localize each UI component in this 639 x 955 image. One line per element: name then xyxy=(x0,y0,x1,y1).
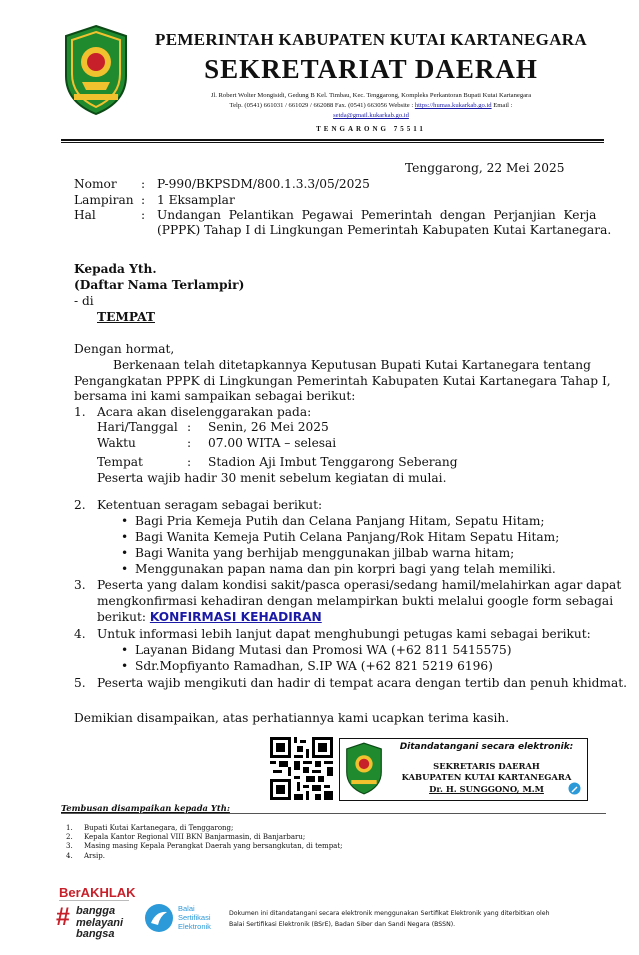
item3-line-2: mengkonfirmasi kehadiran dengan melampirkan bukti melalui google form sebagai xyxy=(97,594,614,608)
signer-institution: KABUPATEN KUTAI KARTANEGARA xyxy=(401,772,572,782)
tembusan-number: 1. xyxy=(66,824,73,832)
email-link[interactable]: setda@gmail.kukarkab.go.id xyxy=(333,112,409,119)
colon: : xyxy=(141,193,146,207)
item4-text: Untuk informasi lebih lanjut dapat menghubungi petugas kami sebagai berikut: xyxy=(97,627,591,641)
confirmation-form-link[interactable]: KONFIRMASI KEHADIRAN xyxy=(149,610,322,624)
recipient-place: TEMPAT xyxy=(97,310,155,324)
item1-note: Peserta wajib hadir 30 menit sebelum kegiatan di mulai. xyxy=(97,471,447,485)
letterhead-divider-thin xyxy=(61,142,604,143)
pen-icon xyxy=(568,782,581,795)
item1-text: Acara akan diselenggarakan pada: xyxy=(97,405,312,419)
website-link[interactable]: https://humas.kukarkab.go.id xyxy=(414,102,492,109)
tembusan-title: Tembusan disampaikan kepada Yth: xyxy=(61,803,230,813)
colon: : xyxy=(187,420,192,434)
letterhead-office: SEKRETARIAT DAERAH xyxy=(204,54,538,84)
contact-item: • Sdr.Mopfiyanto Ramadhan, S.IP WA (+62 821 5219 6196) xyxy=(135,659,493,674)
hal-line-1: Undangan Pelantikan Pegawai Pemerintah dengan Perjanjian Kerja xyxy=(157,208,597,222)
tembusan-item: Masing masing Kepala Perangkat Daerah yang bersangkutan, di tempat; xyxy=(84,842,343,850)
recipient-name: (Daftar Nama Terlampir) xyxy=(74,278,245,292)
intro-line-2: Pengangkatan PPPK di Lingkungan Pemerintah Kabupaten Kutai Kartanegara Tahap I, xyxy=(74,374,611,388)
signer-position: SEKRETARIS DAERAH xyxy=(433,761,540,771)
lampiran-value: 1 Eksamplar xyxy=(157,193,235,207)
e-signature-header: Ditandatangani secara elektronik: xyxy=(399,742,574,752)
letter-date: Tenggarong, 22 Mei 2025 xyxy=(405,161,565,175)
letterhead-contact: Telp. (0541) 661031 / 661029 / 662088 Fax. (0541) 663056 Website : https://humas.kukarkab.go.id Email : xyxy=(229,102,513,109)
berakhlak-logo: BerAKHLAK xyxy=(59,885,136,900)
nomor-value: P-990/BKPSDM/800.1.3.3/05/2025 xyxy=(157,177,370,191)
bsre-logo-text: Balai Sertifikasi Elektronik xyxy=(178,904,211,931)
colon: : xyxy=(187,436,192,450)
kutai-kartanegara-emblem-icon xyxy=(343,742,385,795)
dress-code-item: • Bagi Pria Kemeja Putih dan Celana Panjang Hitam, Sepatu Hitam; xyxy=(135,514,545,529)
dress-code-item: • Bagi Wanita Kemeja Putih Celana Panjang/Rok Hitam Sepatu Hitam; xyxy=(135,530,559,545)
event-time-label: Waktu xyxy=(97,436,136,450)
hashtag-icon: # xyxy=(56,903,70,931)
letterhead-city: TENGARONG 75511 xyxy=(316,125,426,133)
intro-line-3: bersama ini kami sampaikan sebagai berikut: xyxy=(74,389,356,403)
tembusan-number: 2. xyxy=(66,833,73,841)
tembusan-number: 3. xyxy=(66,842,73,850)
item3-line-3: berikut: KONFIRMASI KEHADIRAN xyxy=(97,610,322,624)
item-number: 4. xyxy=(74,627,86,641)
colon: : xyxy=(141,208,146,222)
item-number: 3. xyxy=(74,578,86,592)
colon: : xyxy=(187,455,192,469)
e-signature-notice: Dokumen ini ditandatangani secara elektronik menggunakan Sertifikat Elektronik yang diterbitkan oleh Balai Sertifikasi Elektronik (BSrE), Badan Siber dan Sandi Negara (BSSN). xyxy=(229,910,550,928)
letterhead-government: PEMERINTAH KABUPATEN KUTAI KARTANEGARA xyxy=(155,30,587,49)
item5-text: Peserta wajib mengikuti dan hadir di tempat acara dengan tertib dan penuh khidmat. xyxy=(97,676,627,690)
colon: : xyxy=(141,177,146,191)
tembusan-item: Kepala Kantor Regional VIII BKN Banjarmasin, di Banjarbaru; xyxy=(84,833,306,841)
letterhead-divider xyxy=(61,139,604,141)
tembusan-divider xyxy=(61,813,606,814)
contact-item: • Layanan Bidang Mutasi dan Promosi WA (+62 811 5415575) xyxy=(135,643,512,658)
letterhead-address: Jl. Robert Wolter Mongisidi, Gedung B Kel. Timbau, Kec. Tenggarong, Kompleks Perkantoran Bupati Kutai Kartanegara xyxy=(210,92,532,99)
nomor-label: Nomor xyxy=(74,177,117,191)
intro-line-1: Berkenaan telah ditetapkannya Keputusan Bupati Kutai Kartanegara tentang xyxy=(113,358,591,372)
event-place-label: Tempat xyxy=(97,455,143,469)
item-number: 2. xyxy=(74,498,86,512)
event-place-value: Stadion Aji Imbut Tenggarong Seberang xyxy=(208,455,458,469)
letterhead-email xyxy=(136,111,606,121)
hal-label: Hal xyxy=(74,208,96,222)
event-date-label: Hari/Tanggal xyxy=(97,420,178,434)
hal-line-2: (PPPK) Tahap I di Lingkungan Pemerintah Kabupaten Kutai Kartanegara. xyxy=(157,223,612,237)
recipient-to: Kepada Yth. xyxy=(74,262,157,276)
greeting: Dengan hormat, xyxy=(74,342,175,356)
event-date-value: Senin, 26 Mei 2025 xyxy=(208,420,329,434)
tembusan-item: Bupati Kutai Kartanegara, di Tenggarong; xyxy=(84,824,234,832)
item3-line-1: Peserta yang dalam kondisi sakit/pasca operasi/sedang hamil/melahirkan agar dapat xyxy=(97,578,622,592)
qr-code-icon xyxy=(270,737,333,800)
lampiran-label: Lampiran xyxy=(74,193,134,207)
tembusan-item: Arsip. xyxy=(84,852,105,860)
item-number: 1. xyxy=(74,405,86,419)
dress-code-item: • Menggunakan papan nama dan pin korpri bagi yang telah memiliki. xyxy=(135,562,556,577)
kutai-kartanegara-emblem-icon xyxy=(60,24,132,116)
bangga-melayani-bangsa-logo: bangga melayani bangsa xyxy=(76,905,124,940)
item-number: 5. xyxy=(74,676,86,690)
signer-name: Dr. H. SUNGGONO, M.M xyxy=(429,784,544,794)
bsre-logo-icon xyxy=(144,903,174,933)
item2-text: Ketentuan seragam sebagai berikut: xyxy=(97,498,323,512)
dress-code-item: • Bagi Wanita yang berhijab menggunakan jilbab warna hitam; xyxy=(135,546,514,561)
event-time-value: 07.00 WITA – selesai xyxy=(208,436,337,450)
closing-text: Demikian disampaikan, atas perhatiannya kami ucapkan terima kasih. xyxy=(74,711,510,725)
berakhlak-underline xyxy=(59,900,129,901)
tembusan-number: 4. xyxy=(66,852,73,860)
recipient-di: - di xyxy=(74,294,94,308)
